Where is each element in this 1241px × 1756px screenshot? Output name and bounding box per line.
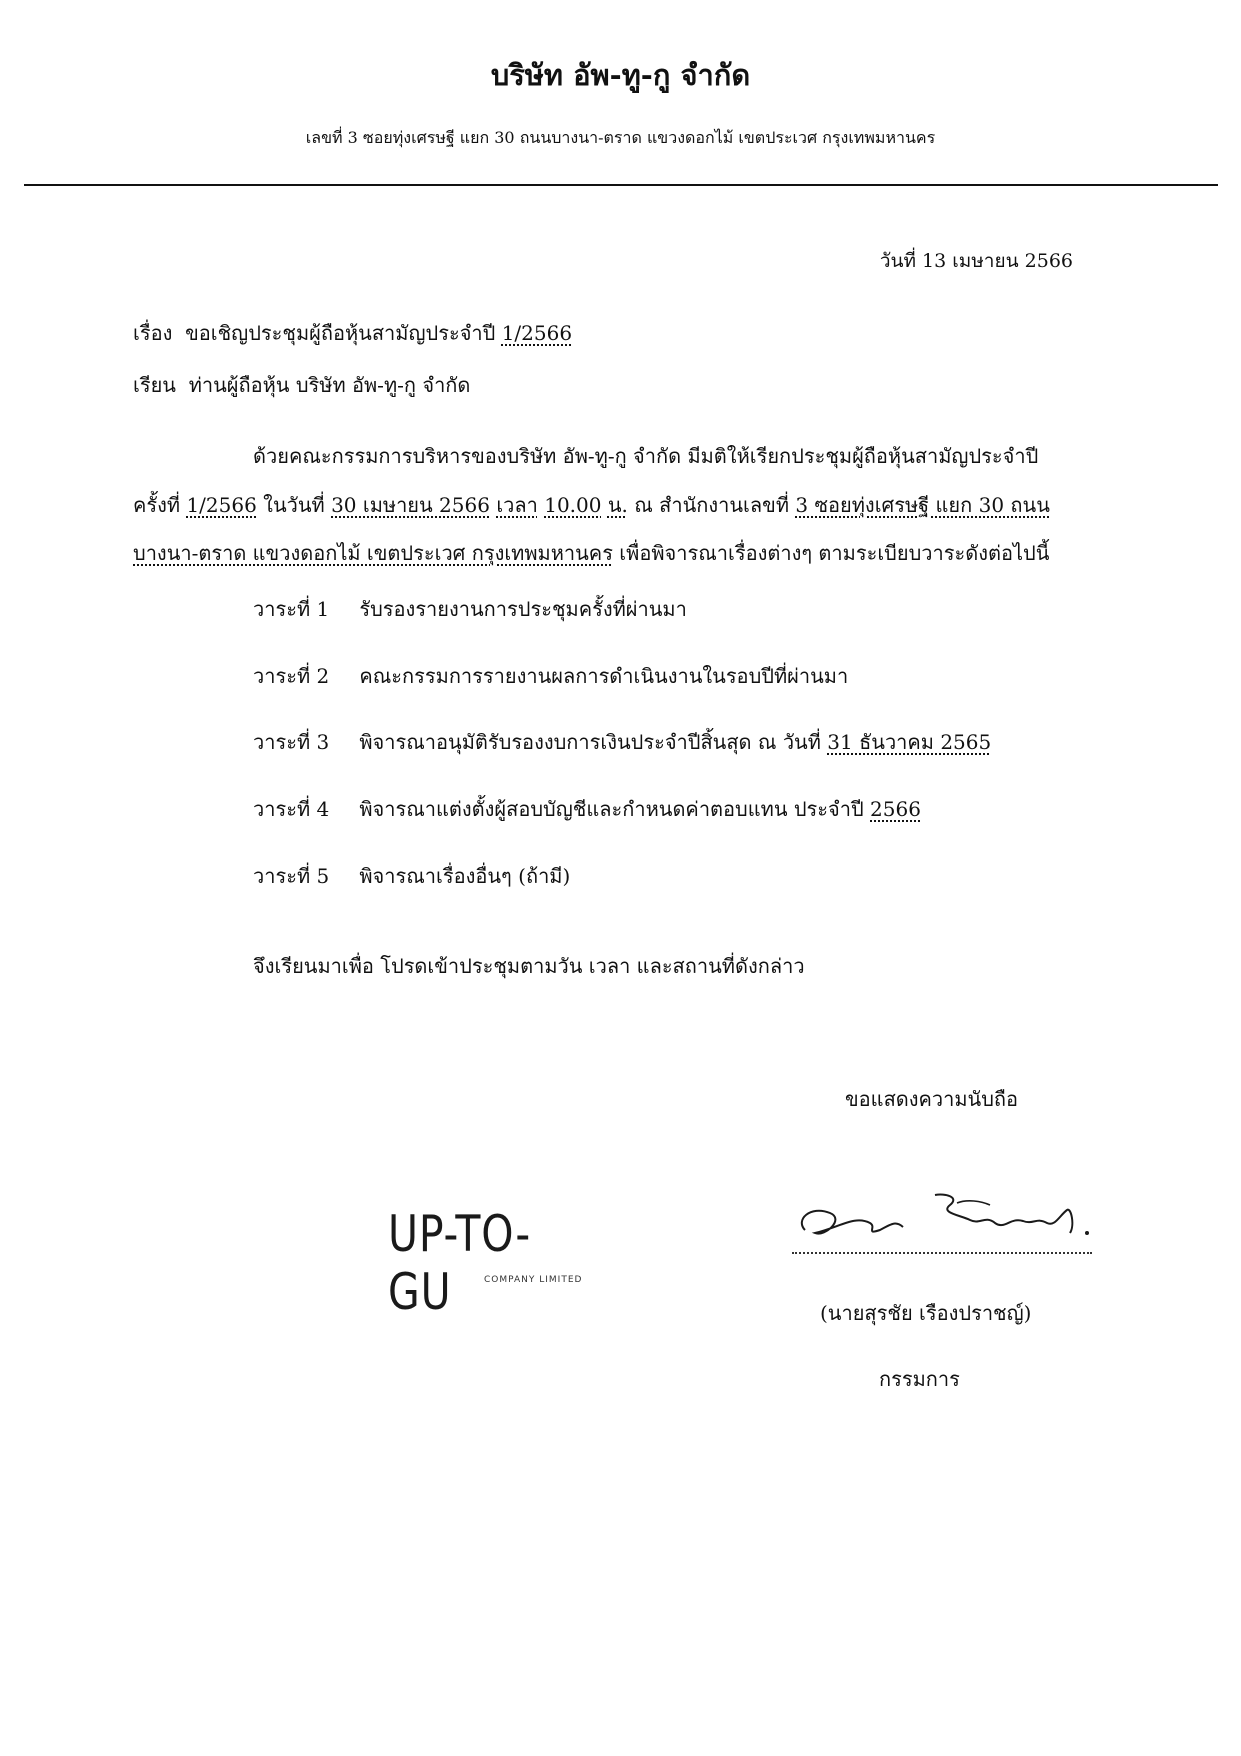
agenda-number: วาระที่ 3 <box>253 730 330 754</box>
body-line-1: ด้วยคณะกรรมการบริหารของบริษัท อัพ-ทู-กู จำกัด มีมติให้เรียกประชุมผู้ถือหุ้นสามัญประจำปี <box>253 444 1039 468</box>
agenda-item-2 <box>253 660 848 692</box>
meeting-time-label: เวลา <box>496 493 538 517</box>
agenda-number: วาระที่ 2 <box>253 664 330 688</box>
agenda-number: วาระที่ 1 <box>253 597 330 621</box>
to-label: เรียน <box>133 373 176 397</box>
body-line-3-suffix: เพื่อพิจารณาเรื่องต่างๆ ตามระเบียบวาระดังต่อไปนี้ <box>619 541 1050 565</box>
agenda-item-5 <box>253 860 570 892</box>
meeting-no-label: ครั้งที่ <box>133 493 181 517</box>
subject-text: ขอเชิญประชุมผู้ถือหุ้นสามัญประจำปี <box>185 321 496 345</box>
signer-name: (นายสุรชัย เรืองปราชญ์) <box>820 1301 1032 1325</box>
regards-line: ขอแสดงความนับถือ <box>845 1087 1019 1111</box>
agenda-number: วาระที่ 5 <box>253 864 330 888</box>
agenda-text: พิจารณาเรื่องอื่นๆ (ถ้ามี) <box>359 864 571 888</box>
meeting-date-label: ในวันที่ <box>263 493 325 517</box>
agenda-text: พิจารณาแต่งตั้งผู้สอบบัญชีและกำหนดค่าตอบแทน ประจำปี <box>359 797 864 821</box>
recipient-line <box>133 369 470 401</box>
signature-icon <box>785 1175 1105 1255</box>
agenda-number: วาระที่ 4 <box>253 797 330 821</box>
company-name: บริษัท อัพ-ทู-กู จำกัด <box>490 58 751 92</box>
company-stamp <box>388 1205 618 1321</box>
meeting-place-part2: บางนา-ตราด แขวงดอกไม้ เขตประเวศ กรุงเทพมหานคร <box>133 541 613 565</box>
agenda-item-4 <box>253 793 921 825</box>
agenda-item-1 <box>253 593 687 625</box>
agenda-text: รับรองรายงานการประชุมครั้งที่ผ่านมา <box>359 597 687 621</box>
meeting-time: 10.00 <box>544 493 602 517</box>
body-line-3 <box>133 537 1049 569</box>
agenda-underlined-value: 31 ธันวาคม 2565 <box>827 730 992 754</box>
signer-title: กรรมการ <box>879 1367 960 1391</box>
agenda-text: คณะกรรมการรายงานผลการดำเนินงานในรอบปีที่ผ่านมา <box>359 664 849 688</box>
subject-number: 1/2566 <box>501 321 573 345</box>
agenda-underlined-value: 2566 <box>870 797 921 821</box>
to-text: ท่านผู้ถือหุ้น บริษัท อัพ-ทู-กู จำกัด <box>188 373 471 397</box>
letter-date: วันที่ 13 เมษายน 2566 <box>879 250 1073 272</box>
meeting-place-label: ณ สำนักงานเลขที่ <box>634 493 789 517</box>
stamp-text: UP-TO-GU <box>388 1205 532 1321</box>
meeting-place-part1: 3 ซอยทุ่งเศรษฐี แยก 30 ถนน <box>795 493 1050 517</box>
meeting-date: 30 เมษายน 2566 <box>331 493 490 517</box>
company-address: เลขที่ 3 ซอยทุ่งเศรษฐี แยก 30 ถนนบางนา-ตราด แขวงดอกไม้ เขตประเวศ กรุงเทพมหานคร <box>305 128 936 147</box>
subject-label: เรื่อง <box>133 321 173 345</box>
agenda-item-3 <box>253 726 991 758</box>
signature-dotted-line <box>792 1252 1092 1254</box>
stamp-subtext: COMPANY LIMITED <box>484 1275 583 1285</box>
header-divider <box>24 184 1218 186</box>
meeting-time-unit: น. <box>607 493 628 517</box>
subject-line <box>133 317 572 349</box>
agenda-text: พิจารณาอนุมัติรับรองงบการเงินประจำปีสิ้นสุด ณ วันที่ <box>359 730 821 754</box>
body-line-2 <box>133 489 1050 521</box>
closing-line: จึงเรียนมาเพื่อ โปรดเข้าประชุมตามวัน เวลา และสถานที่ดังกล่าว <box>253 954 805 978</box>
meeting-number: 1/2566 <box>186 493 257 517</box>
